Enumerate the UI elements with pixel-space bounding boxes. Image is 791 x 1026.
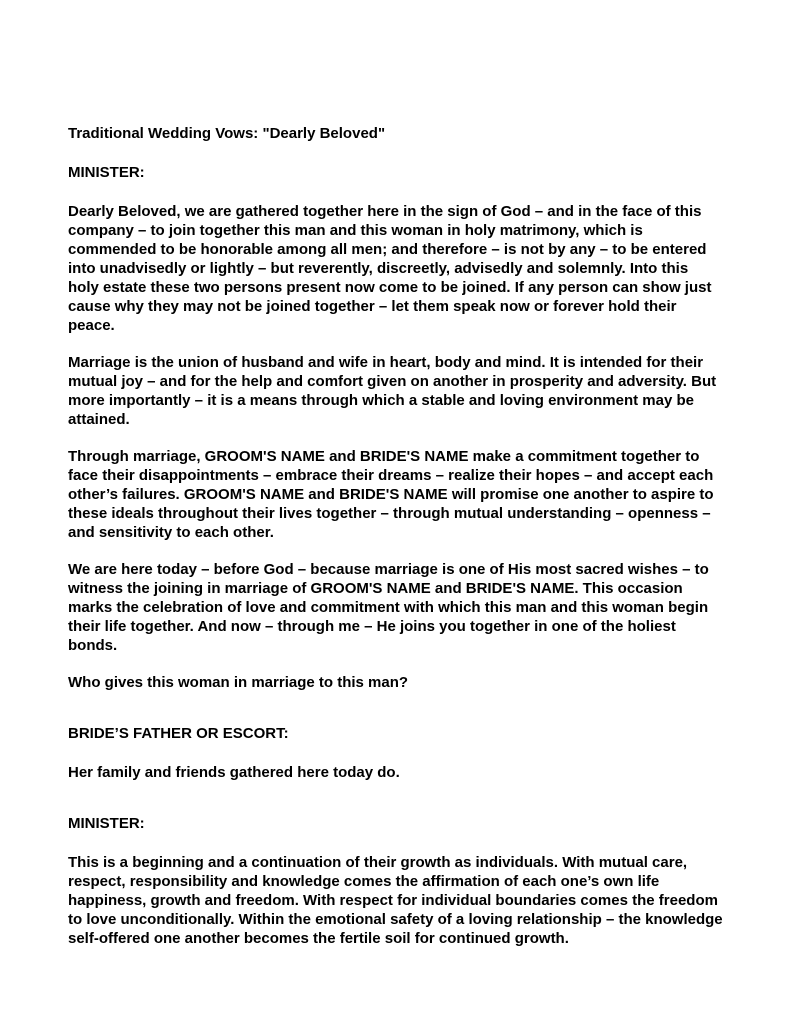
paragraph-beginning-continuation: This is a beginning and a continuation of their growth as individuals. With mutual care, respect, responsibility and knowledge comes the affirmation of each one’s own life happiness, growth and freedom. With respect for individual boundaries comes the freedom to love unconditionally. Within the emotional safety of a loving relationship – the knowledge self-offered one another becomes the fertile soil for continued growth.: [68, 854, 723, 947]
speaker-label-minister: MINISTER:: [68, 164, 145, 181]
paragraph-who-gives: Who gives this woman in marriage to this man?: [68, 674, 409, 691]
paragraph-through-marriage: Through marriage, GROOM'S NAME and BRIDE'S NAME make a commitment together to face their disappointments – embrace their dreams – realize their hopes – and accept each other’s failures. GROOM'S NAME and BRIDE'S NAME will promise one another to aspire to these ideals throughout their lives together – through mutual understanding – openness – and sensitivity to each other.: [68, 448, 714, 541]
speaker-label-minister-2: MINISTER:: [68, 815, 145, 832]
paragraph-marriage-union: Marriage is the union of husband and wife in heart, body and mind. It is intended for their mutual joy – and for the help and comfort given on another in prosperity and adversity. But more importantly – it is a means through which a stable and loving environment may be attained.: [68, 354, 717, 428]
speaker-label-brides-father: BRIDE’S FATHER OR ESCORT:: [68, 725, 289, 742]
document-title: Traditional Wedding Vows: "Dearly Beloved": [68, 125, 386, 142]
paragraph-her-family: Her family and friends gathered here today do.: [68, 764, 400, 781]
paragraph-dearly-beloved: Dearly Beloved, we are gathered together here in the sign of God – and in the face of this company – to join together this man and this woman in holy matrimony, which is commended to be honorable among all men; and therefore – is not by any – to be entered into unadvisedly or lightly – but reverently, discreetly, advisedly and solemnly. Into this holy estate these two persons present now come to be joined. If any person can show just cause why they may not be joined together – let them speak now or forever hold their peace.: [68, 203, 712, 334]
paragraph-we-are-here-today: We are here today – before God – because marriage is one of His most sacred wishes – to witness the joining in marriage of GROOM'S NAME and BRIDE'S NAME. This occasion marks the celebration of love and commitment with which this man and this woman begin their life together. And now – through me – He joins you together in one of the holiest bonds.: [68, 561, 709, 654]
